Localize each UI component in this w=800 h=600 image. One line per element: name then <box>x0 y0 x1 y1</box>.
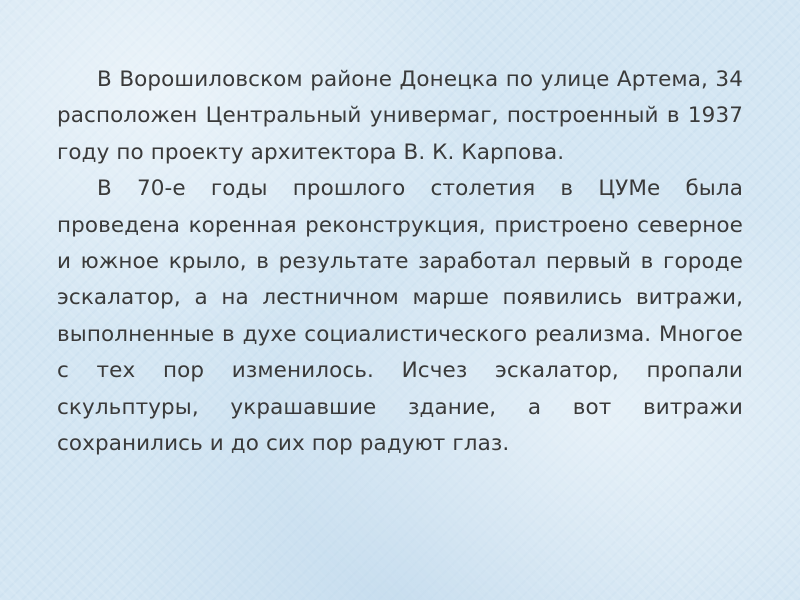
slide-text-block <box>57 62 743 462</box>
paragraph-2: В 70-е годы прошлого столетия в ЦУМе была проведена коренная реконструкция, пристроено северное и южное крыло, в результате заработал первый в городе эскалатор, а на лестничном марше появились витражи, выполненные в духе социалистического реализма. Многое с тех пор изменилось. Исчез эскалатор, пропали скульптуры, украшавшие здание, а вот витражи сохранились и до сих пор радуют глаз. <box>57 176 743 457</box>
paragraph-1: В Ворошиловском районе Донецка по улице Артема, 34 расположен Центральный универмаг, построенный в 1937 году по проекту архитектора В. К. Карпова. <box>57 67 743 165</box>
